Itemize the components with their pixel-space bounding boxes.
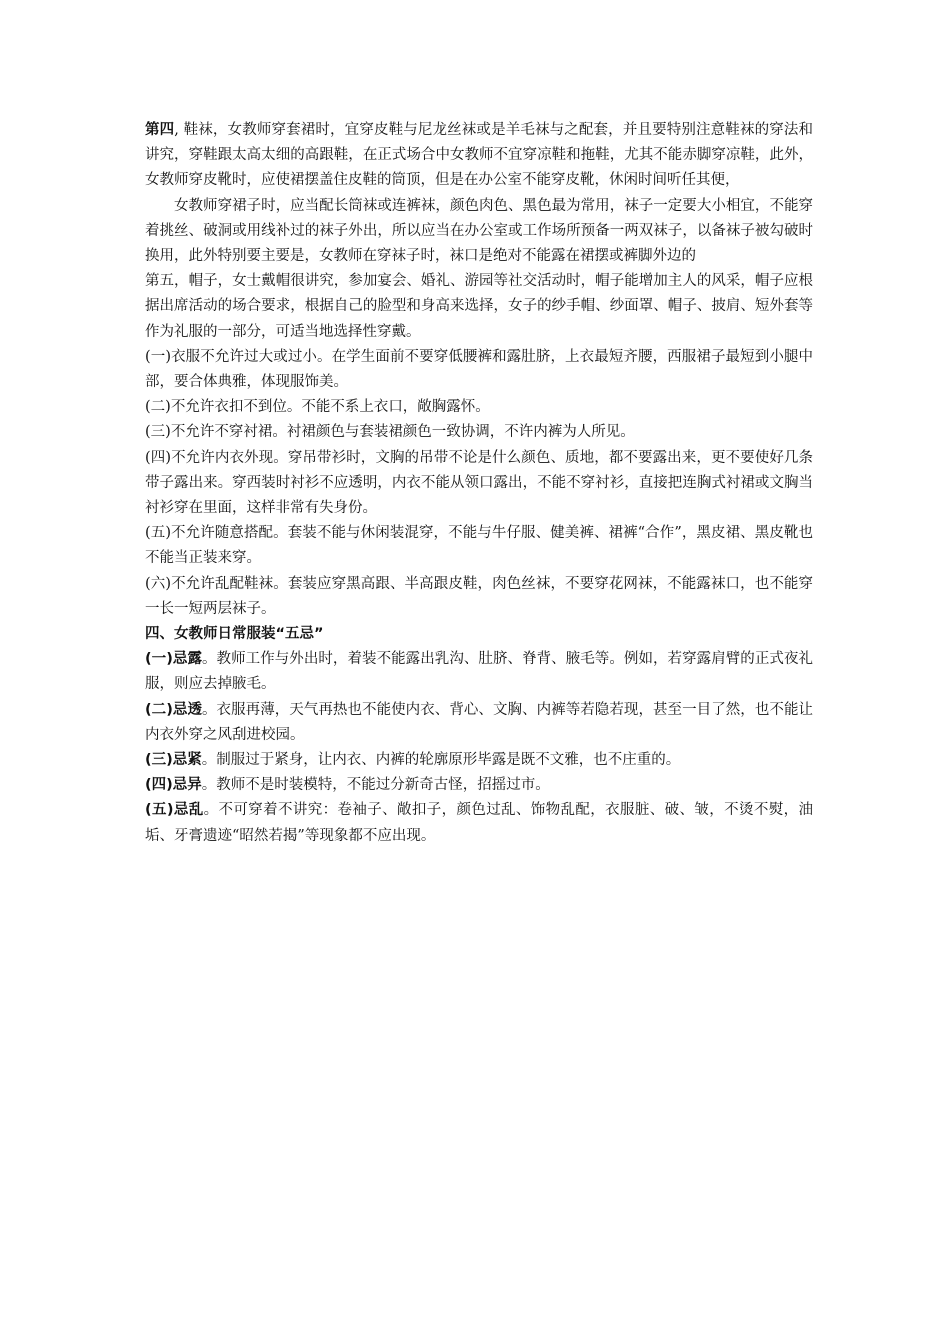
- rule-item: (五)不允许随意搭配。套装不能与休闲装混穿，不能与牛仔服、健美裤、裙裤“合作”，黑皮裙、黑皮靴也不能当正装来穿。: [145, 525, 813, 567]
- paragraph-text: , 鞋袜，女教师穿套裙时，宜穿皮鞋与尼龙丝袜或是羊毛袜与之配套，并且要特别注意鞋袜的穿法和讲究，穿鞋跟太高太细的高跟鞋，在正式场合中女教师不宜穿凉鞋和拖鞋，尤其不能赤脚穿凉鞋，此外，女教师穿皮靴时，应使裙摆盖住皮鞋的筒顶，但是在办公室不能穿皮靴，休闲时间听任其便，: [145, 122, 813, 189]
- section-heading: 四、女教师日常服装“五忌”: [145, 626, 324, 643]
- paragraph-hats: 第五，帽子，女士戴帽很讲究，参加宴会、婚礼、游园等社交活动时，帽子能增加主人的风采，帽子应根据出席活动的场合要求，根据自己的脸型和身高来选择，女子的纱手帽、纱面罩、帽子、披肩、短外套等作为礼服的一部分，可适当地选择性穿戴。: [145, 273, 813, 340]
- taboo-lead: (二)忌透: [145, 701, 202, 718]
- taboo-text: 。不可穿着不讲究：卷袖子、敞扣子，颜色过乱、饰物乱配，衣服脏、破、皱，不烫不熨，油垢、牙膏遗迹“昭然若揭”等现象都不应出现。: [145, 802, 813, 844]
- taboo-text: 。教师工作与外出时，着装不能露出乳沟、肚脐、脊背、腋毛等。例如，若穿露肩臂的正式夜礼服，则应去掉腋毛。: [145, 651, 813, 693]
- taboo-item: [145, 748, 813, 773]
- taboo-lead: (一)忌露: [145, 651, 202, 668]
- rule-item: (二)不允许衣扣不到位。不能不系上衣口，敞胸露怀。: [145, 399, 490, 416]
- rule-item: (三)不允许不穿衬裙。衬裙颜色与套装裙颜色一致协调，不许内裤为人所见。: [145, 424, 635, 441]
- rule-item: (四)不允许内衣外现。穿吊带衫时，文胸的吊带不论是什么颜色、质地，都不要露出来，更不要使好几条带子露出来。穿西装时衬衫不应透明，内衣不能从领口露出，不能不穿衬衫，直接把连胸式衬裙或文胸当衬衫穿在里面，这样非常有失身份。: [145, 449, 813, 517]
- taboo-item: [145, 798, 813, 848]
- taboo-text: 。衣服再薄，天气再热也不能使内衣、背心、文胸、内裤等若隐若现，甚至一目了然，也不能让内衣外穿之风刮进校园。: [145, 701, 813, 743]
- taboo-text: 。制服过于紧身，让内衣、内裤的轮廓原形毕露是既不文雅，也不庄重的。: [201, 752, 681, 769]
- taboo-item: [145, 698, 813, 748]
- rule-item: (六)不允许乱配鞋袜。套装应穿黑高跟、半高跟皮鞋，肉色丝袜，不要穿花网袜，不能露袜口，也不能穿一长一短两层袜子。: [145, 575, 813, 617]
- taboo-lead: (四)忌异: [145, 777, 202, 794]
- paragraph-shoes-socks: [145, 118, 813, 194]
- taboo-text: 。教师不是时装模特，不能过分新奇古怪，招摇过市。: [201, 777, 550, 794]
- taboo-lead: (三)忌紧: [145, 752, 202, 769]
- paragraph-skirt-socks: 女教师穿裙子时，应当配长筒袜或连裤袜，颜色肉色、黑色最为常用，袜子一定要大小相宜，不能穿着挑丝、破洞或用线补过的袜子外出，所以应当在办公室或工作场所预备一两双袜子，以备袜子被勾破时换用，此外特别要主要是，女教师在穿袜子时，袜口是绝对不能露在裙摆或裤脚外边的: [145, 197, 813, 265]
- taboo-lead: (五)忌乱: [145, 802, 204, 819]
- document-page: [145, 118, 813, 849]
- rule-item: (一)衣服不允许过大或过小。在学生面前不要穿低腰裤和露肚脐，上衣最短齐腰，西服裙子最短到小腿中部，要合体典雅，体现服饰美。: [145, 348, 813, 391]
- paragraph-lead: 第四: [145, 122, 175, 138]
- taboo-item: [145, 773, 813, 798]
- taboo-item: [145, 647, 813, 697]
